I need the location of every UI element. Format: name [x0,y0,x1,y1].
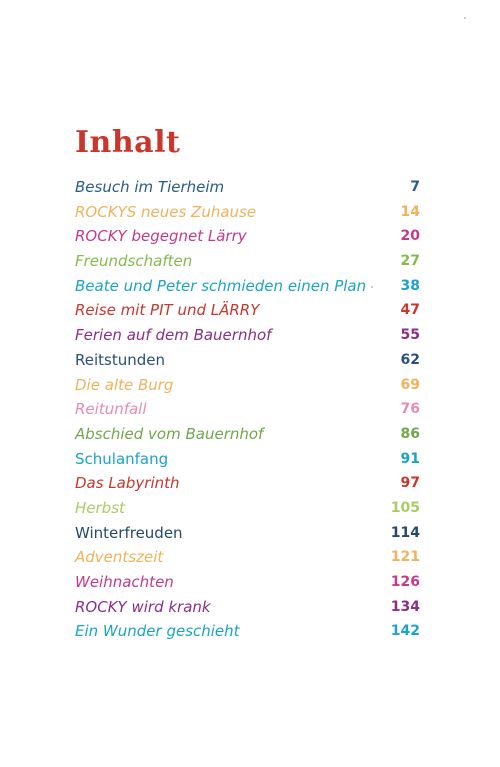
table-of-contents [75,175,420,644]
toc-entry [75,200,420,225]
toc-entry [75,570,420,595]
toc-entry [75,397,420,422]
toc-entry-page-number: 55 [400,327,420,344]
toc-entry-page-number: 27 [400,253,420,270]
toc-entry-page-number: 121 [390,549,420,566]
toc-entry-title: ROCKY begegnet Lärry [75,227,247,246]
toc-entry-page-number: 86 [400,425,420,442]
toc-entry-page-number: 97 [400,475,420,492]
toc-entry [75,422,420,447]
toc-entry-page-number: 91 [400,450,420,467]
toc-entry-page-number: 134 [390,598,420,615]
paper-speck [464,17,466,19]
toc-entry-page-number: 14 [400,203,420,220]
toc-entry [75,471,420,496]
toc-entry-page-number: 76 [400,401,420,418]
toc-entry-page-number: 114 [390,524,420,541]
toc-entry-page-number: 105 [390,499,420,516]
toc-entry-title: Winterfreuden [75,523,183,542]
toc-entry-title: Reitstunden [75,350,165,369]
toc-entry [75,175,420,200]
toc-entry [75,348,420,373]
toc-entry-title: Das Labyrinth [75,474,180,493]
toc-entry-title: Reise mit PIT und LÄRRY [75,301,260,320]
toc-entry [75,298,420,323]
toc-entry [75,249,420,274]
toc-entry-title: Die alte Burg [75,375,174,394]
toc-entry [75,521,420,546]
toc-entry-title: Herbst [75,498,125,517]
toc-entry-page-number: 142 [390,623,420,640]
toc-entry [75,323,420,348]
toc-entry [75,595,420,620]
toc-entry-page-number: 69 [400,376,420,393]
toc-entry-page-number: 38 [400,277,420,294]
toc-entry [75,619,420,644]
toc-entry [75,447,420,472]
toc-entry-title: Ein Wunder geschieht [75,622,240,641]
toc-entry-title: Adventszeit [75,548,164,567]
toc-entry-title: Besuch im Tierheim [75,178,225,196]
page-title: Inhalt [75,125,181,161]
toc-entry-title: Ferien auf dem Bauernhof [75,326,272,345]
toc-entry-title: Reitunfall [75,400,147,419]
toc-entry-title: Beate und Peter schmieden einen Plan [75,276,367,295]
toc-entry [75,496,420,521]
toc-entry-page-number: 62 [400,351,420,368]
toc-entry-page-number: 47 [400,302,420,319]
toc-entry-page-number: 7 [410,179,420,195]
toc-entry [75,274,420,299]
toc-entry-page-number: 20 [400,228,420,245]
toc-entry-title: Abschied vom Bauernhof [75,424,264,443]
toc-entry-title: Schulanfang [75,449,169,468]
toc-entry-title: Weihnachten [75,573,174,591]
toc-entry-title: ROCKY wird krank [75,597,211,616]
toc-entry-title: ROCKYS neues Zuhause [75,202,257,221]
toc-entry [75,224,420,249]
toc-entry-page-number: 126 [390,574,420,590]
toc-entry [75,373,420,398]
toc-entry [75,545,420,570]
toc-entry-title: Freundschaften [75,252,193,271]
